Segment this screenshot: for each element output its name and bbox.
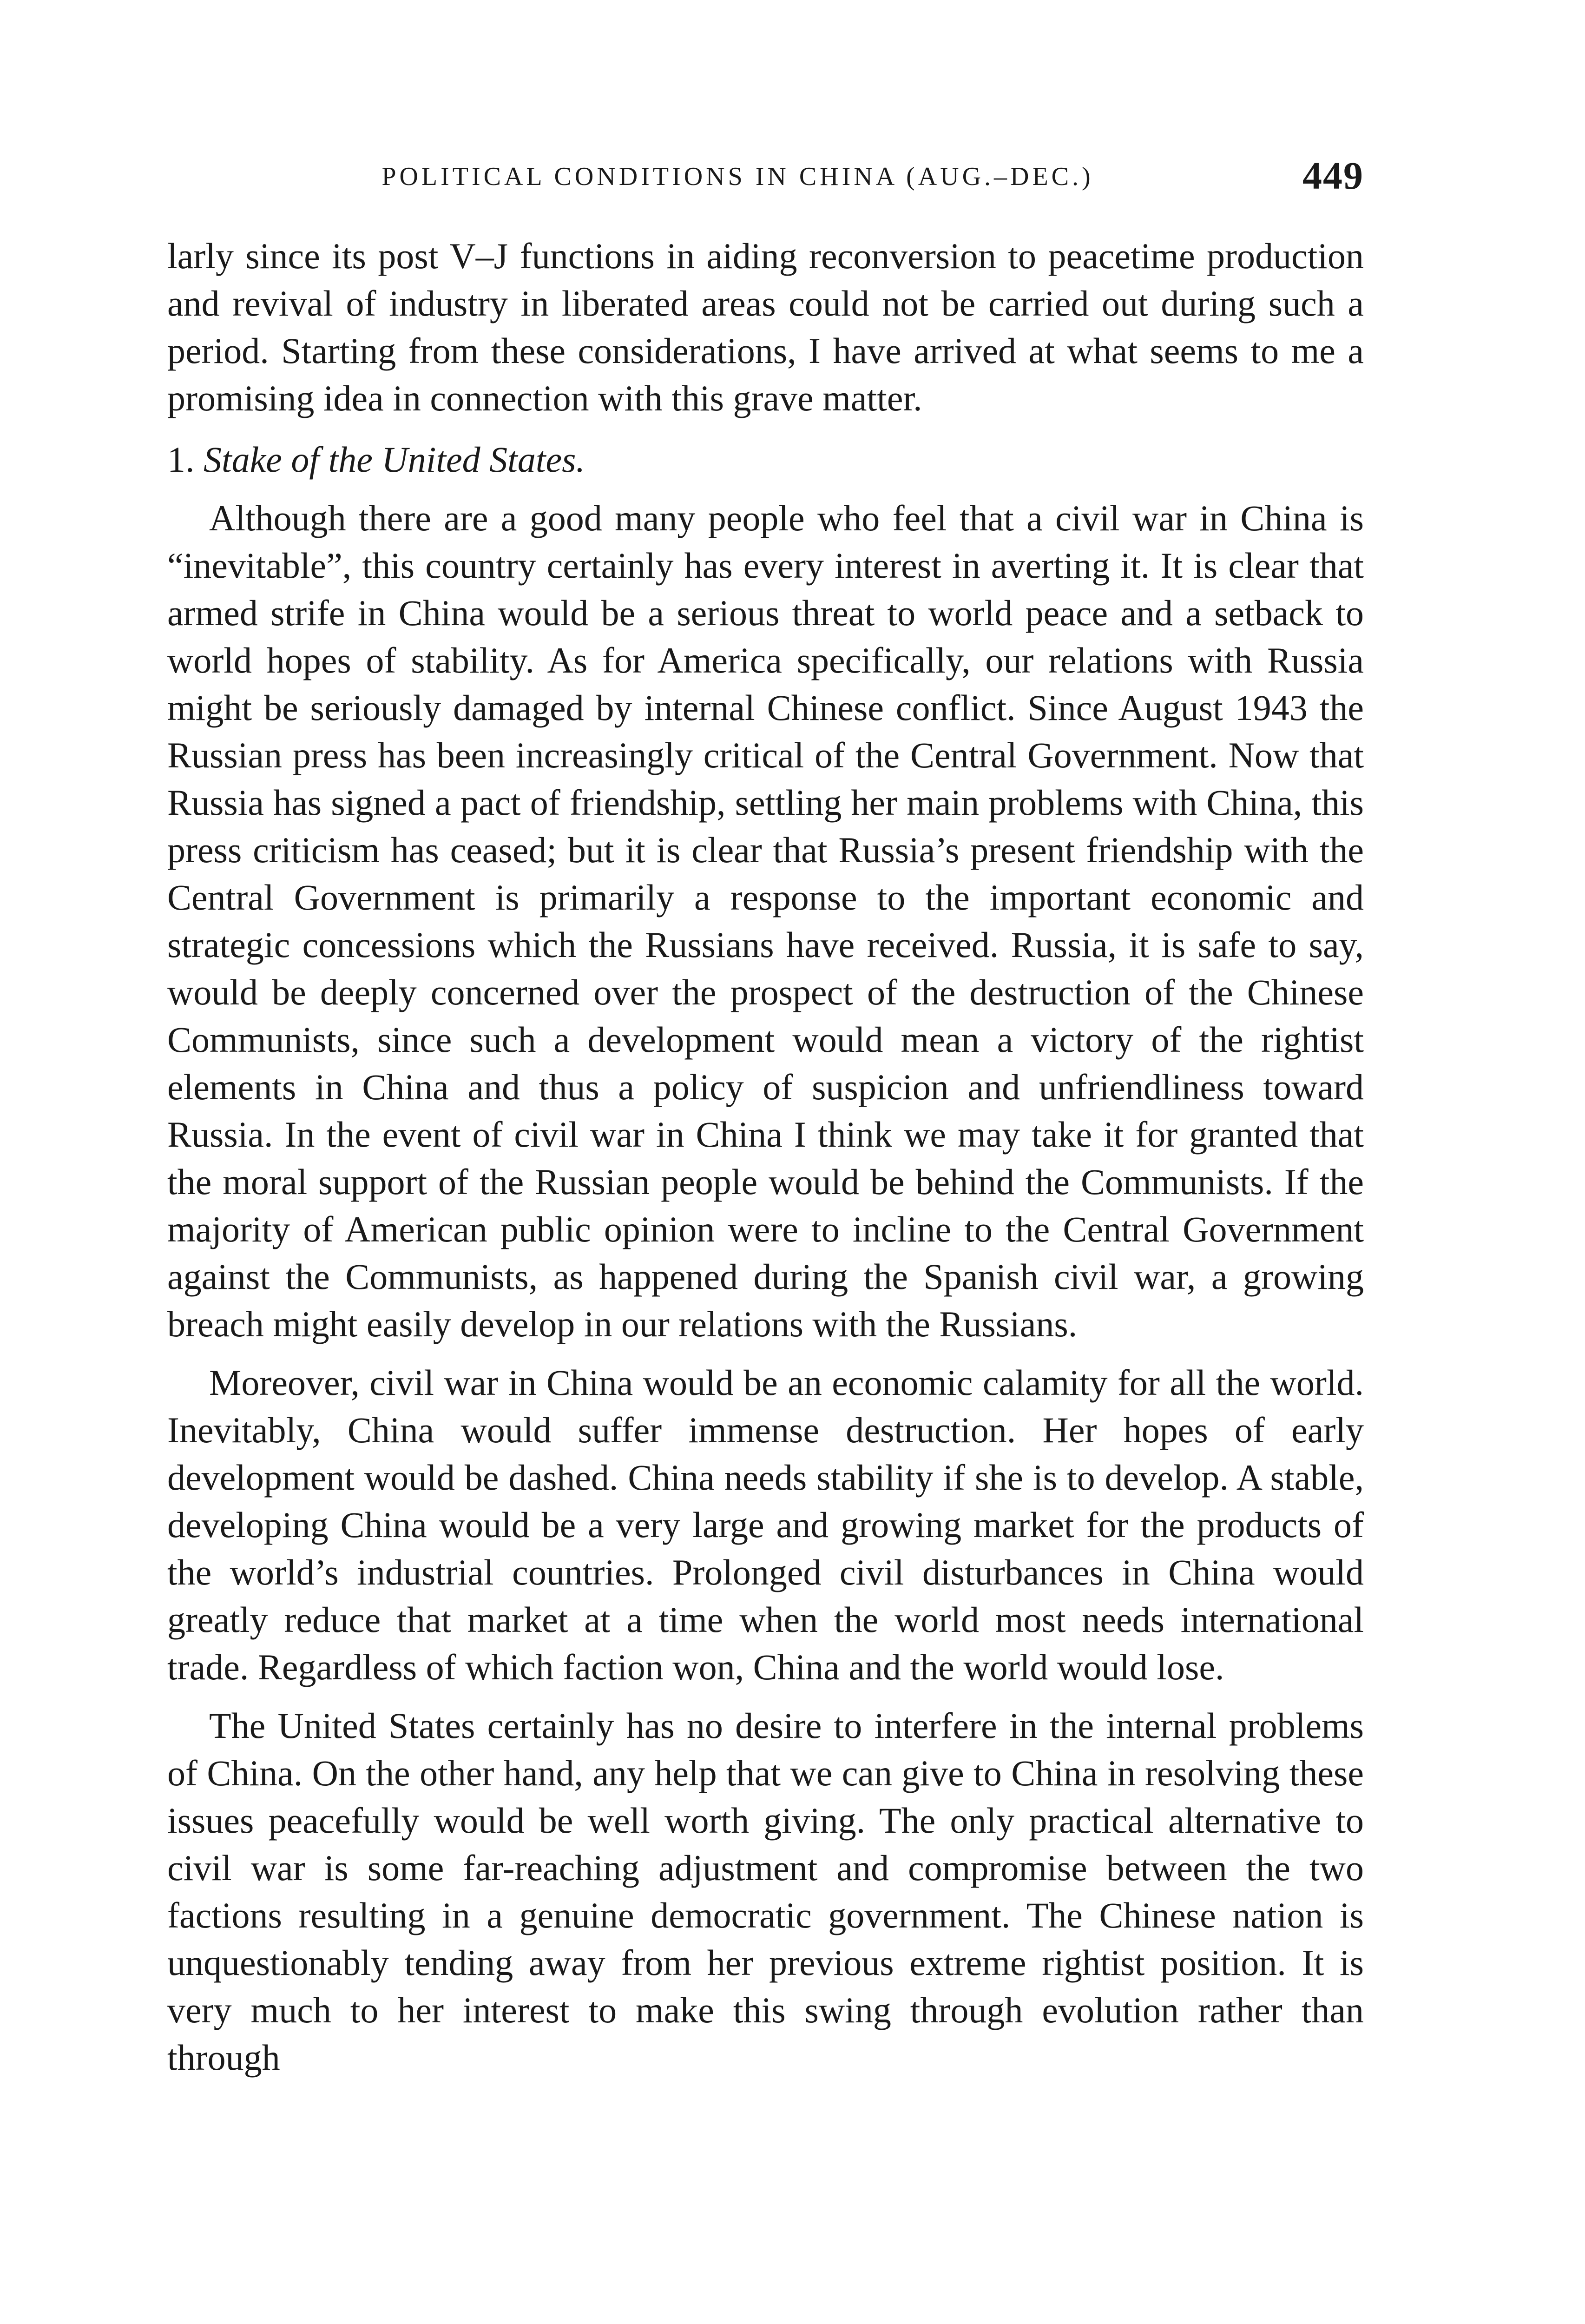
page-number: 449 (1302, 154, 1364, 198)
paragraph: The United States certainly has no desire to interfere in the internal problems of China. On the other hand, any help that we can give to China in resolving these issues peacefully would be well worth giving. The only practical alternative to civil war is some far-reaching adjustment and compromise between the two factions resulting in a genuine democratic government. The Chinese nation is unquestionably tending away from her previous extreme rightist position. It is very much to her interest to make this swing through evolution rather than through (167, 1705, 1364, 2078)
running-header (167, 153, 1364, 205)
paragraph: Moreover, civil war in China would be an economic calamity for all the world. Inevitably, China would suffer immense destruction. Her hopes of early development would be dashed. China needs stability if she is to develop. A stable, developing China would be a very large and growing market for the products of the world’s industrial countries. Prolonged civil disturbances in China would greatly reduce that market at a time when the world most needs international trade. Regardless of which faction won, China and the world would lose. (167, 1362, 1364, 1687)
section-title: Stake of the United States. (204, 439, 585, 480)
document-page (167, 153, 1364, 2093)
paragraph: Although there are a good many people who feel that a civil war in China is “inevitable”, this country certainly has every interest in averting it. It is clear that armed strife in China would be a serious threat to world peace and a setback to world hopes of stability. As for America specifically, our relations with Russia might be seriously damaged by internal Chinese conflict. Since August 1943 the Russian press has been increasingly critical of the Central Government. Now that Russia has signed a pact of friendship, settling her main problems with China, this press criticism has ceased; but it is clear that Russia’s present friendship with the Central Government is primarily a response to the important economic and strategic concessions which the Russians have received. Russia, it is safe to say, would be deeply concerned over the prospect of the destruction of the Chinese Communists, since such a development would mean a victory of the rightist elements in China and thus a policy of suspicion and unfriendliness toward Russia. In the event of civil war in China I think we may take it for granted that the moral support of the Russian people would be behind the Communists. If the majority of American public opinion were to incline to the Central Government against the Communists, as happened during the Spanish civil war, a growing breach might easily develop in our relations with the Russians. (167, 498, 1364, 1344)
paragraph-continuation: larly since its post V–J functions in aiding reconversion to peacetime production and revival of industry in liberated areas could not be carried out during such a period. Starting from these considerations, I have arrived at what seems to me a promising idea in connection with this grave matter. (167, 236, 1364, 418)
section-number: 1. (167, 439, 195, 480)
running-title: POLITICAL CONDITIONS IN CHINA (AUG.–DEC.) (381, 162, 1094, 191)
section-heading (167, 436, 1364, 483)
